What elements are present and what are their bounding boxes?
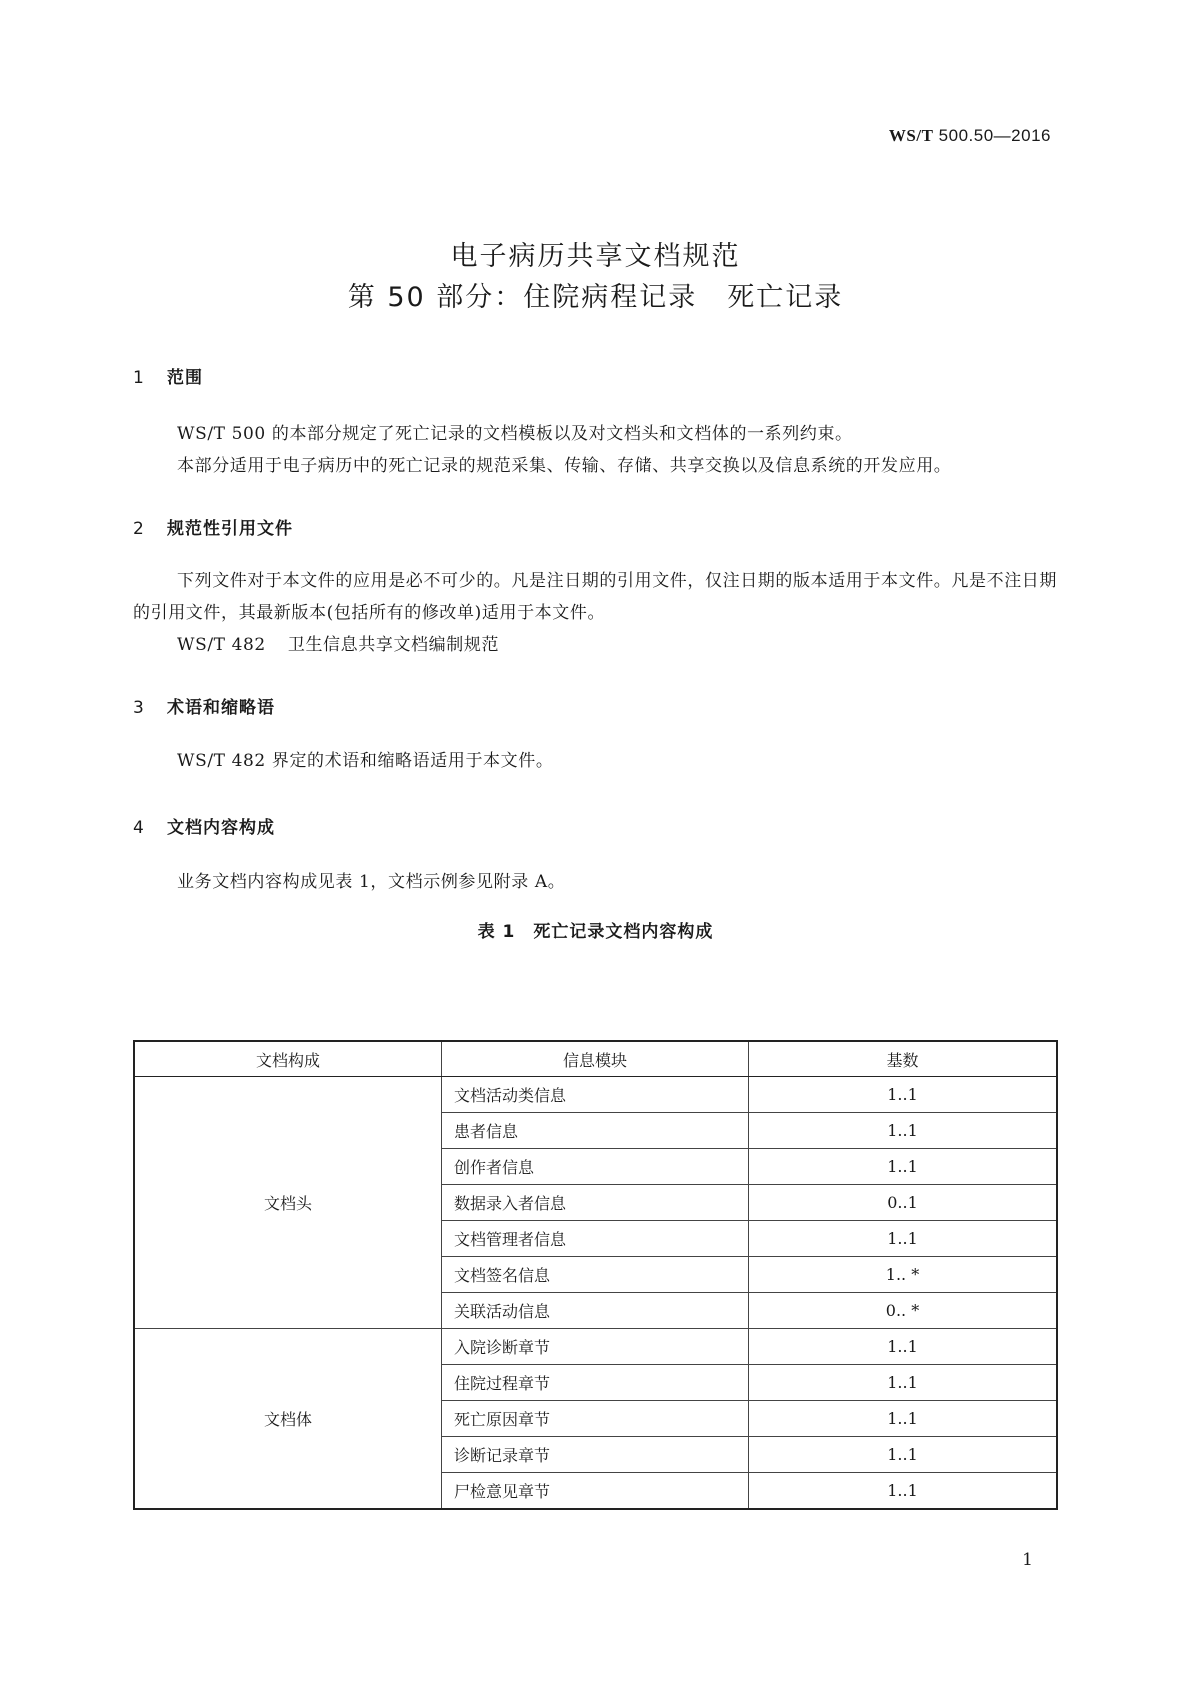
module-cell: 文档签名信息 (442, 1257, 749, 1293)
cardinality-cell: 1..1 (749, 1077, 1058, 1113)
section-title: 范围 (167, 368, 203, 388)
content-table (133, 1040, 1058, 1510)
group-cell: 文档体 (134, 1329, 442, 1510)
module-cell: 尸检意见章节 (442, 1473, 749, 1510)
scope-paragraph-2: 本部分适用于电子病历中的死亡记录的规范采集、传输、存储、共享交换以及信息系统的开发应用。 (177, 456, 952, 476)
cardinality-cell: 1..1 (749, 1473, 1058, 1510)
standard-code (889, 126, 1051, 146)
cardinality-cell: 0.. * (749, 1293, 1058, 1329)
standard-prefix: WS/T (888, 126, 934, 145)
cardinality-cell: 1..1 (749, 1437, 1058, 1473)
section-heading-terms (133, 693, 275, 718)
section-heading-normative-refs (133, 514, 293, 539)
reference-code: WS/T 482 (177, 635, 266, 655)
table-number: 表 1 (477, 922, 516, 942)
module-cell: 患者信息 (442, 1113, 749, 1149)
subtitle-part: 第 50 部分：住院病程记录 (347, 282, 698, 313)
section-number: 1 (133, 368, 145, 388)
table-title: 死亡记录文档内容构成 (533, 922, 714, 942)
module-cell: 文档活动类信息 (442, 1077, 749, 1113)
cardinality-cell: 1..1 (749, 1113, 1058, 1149)
cardinality-cell: 1..1 (749, 1365, 1058, 1401)
module-cell: 死亡原因章节 (442, 1401, 749, 1437)
module-cell: 诊断记录章节 (442, 1437, 749, 1473)
column-header: 基数 (749, 1041, 1058, 1077)
reference-entry (133, 629, 1058, 661)
cardinality-cell: 1..1 (749, 1329, 1058, 1365)
section-number: 4 (133, 818, 145, 838)
scope-paragraph-1: WS/T 500 的本部分规定了死亡记录的文档模板以及对文档头和文档体的一系列约束。 (177, 424, 853, 444)
document-title: 电子病历共享文档规范 (450, 241, 741, 272)
section-number: 2 (133, 519, 145, 539)
module-cell: 关联活动信息 (442, 1293, 749, 1329)
table-row (134, 1077, 1057, 1113)
group-cell: 文档头 (134, 1077, 442, 1329)
cardinality-cell: 0..1 (749, 1185, 1058, 1221)
section-title: 文档内容构成 (167, 818, 275, 838)
module-cell: 数据录入者信息 (442, 1185, 749, 1221)
column-header: 文档构成 (134, 1041, 442, 1077)
section-heading-scope (133, 363, 203, 388)
column-header: 信息模块 (442, 1041, 749, 1077)
table-caption (0, 917, 1191, 942)
table-row (134, 1329, 1057, 1365)
standard-number: 500.50—2016 (938, 126, 1051, 145)
section-heading-content (133, 813, 275, 838)
page-number: 1 (1022, 1550, 1033, 1570)
section-title: 术语和缩略语 (167, 698, 275, 718)
module-cell: 入院诊断章节 (442, 1329, 749, 1365)
reference-title: 卫生信息共享文档编制规范 (287, 635, 500, 655)
cardinality-cell: 1.. * (749, 1257, 1058, 1293)
cardinality-cell: 1..1 (749, 1149, 1058, 1185)
document-subtitle (0, 275, 1191, 314)
content-paragraph: 业务文档内容构成见表 1，文档示例参见附录 A。 (177, 872, 566, 892)
subtitle-record-name: 死亡记录 (727, 282, 844, 313)
table-header-row (134, 1041, 1057, 1077)
refs-paragraph: 下列文件对于本文件的应用是必不可少的。凡是注日期的引用文件，仅注日期的版本适用于本文件。凡是不注日期的引用文件，其最新版本(包括所有的修改单)适用于本文件。 (133, 571, 1057, 623)
module-cell: 住院过程章节 (442, 1365, 749, 1401)
cardinality-cell: 1..1 (749, 1221, 1058, 1257)
terms-paragraph: WS/T 482 界定的术语和缩略语适用于本文件。 (177, 751, 554, 771)
module-cell: 文档管理者信息 (442, 1221, 749, 1257)
cardinality-cell: 1..1 (749, 1401, 1058, 1437)
section-title: 规范性引用文件 (167, 519, 293, 539)
module-cell: 创作者信息 (442, 1149, 749, 1185)
section-number: 3 (133, 698, 145, 718)
